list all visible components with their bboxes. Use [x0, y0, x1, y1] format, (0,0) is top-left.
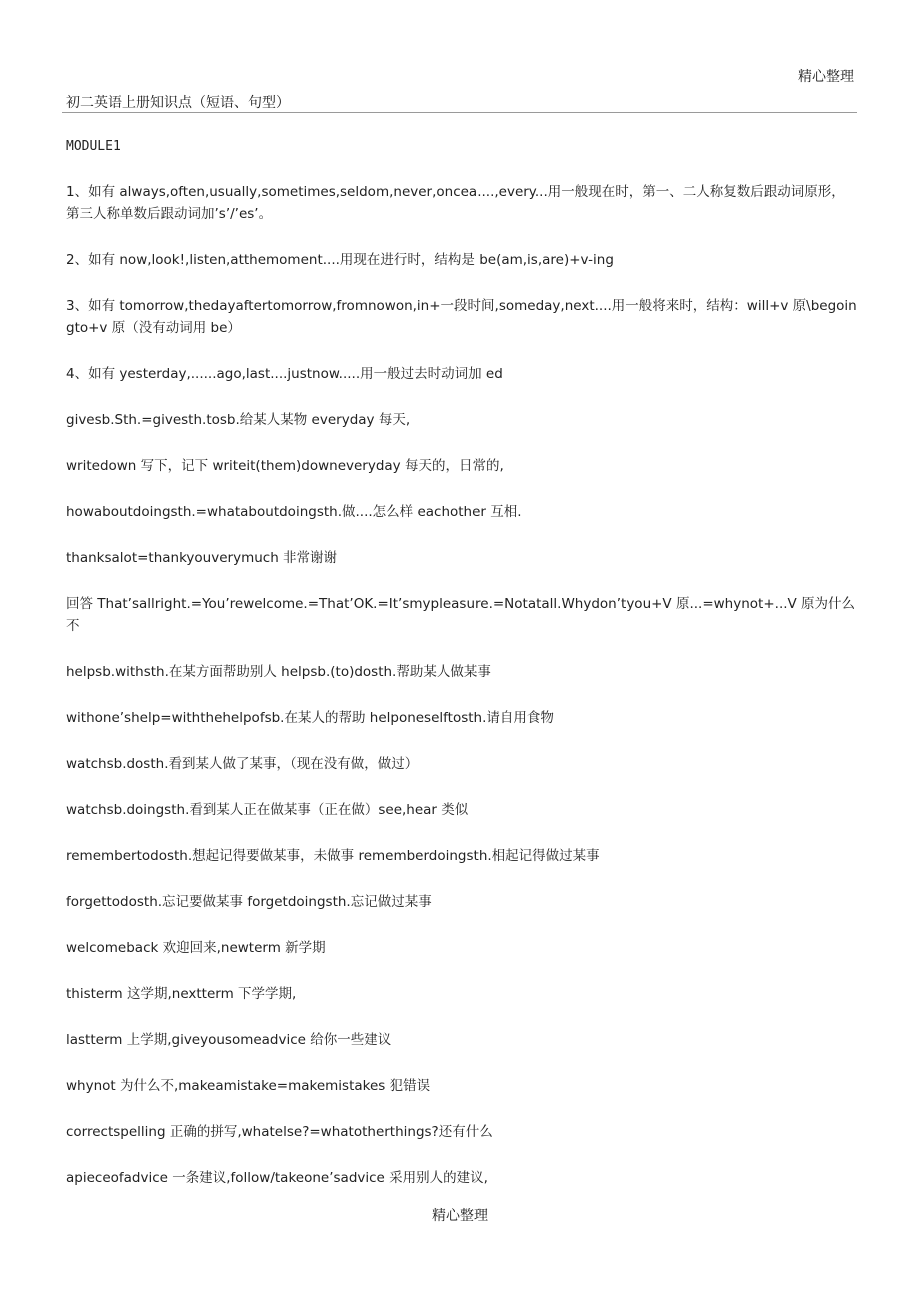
header-label: 精心整理 — [798, 69, 854, 85]
paragraph-3: 3、如有 tomorrow,thedayaftertomorrow,fromnowon,in+一段时间,someday,next....用一般将来时，结构：will+v 原\begoingto+v 原（没有动词用 be） — [66, 298, 857, 336]
phrase-line: writedown 写下，记下 writeit(them)downeveryday 每天的，日常的, — [66, 458, 504, 474]
phrase-line: apieceofadvice 一条建议,follow/takeone’sadvice 采用别人的建议, — [66, 1170, 488, 1186]
module-heading: MODULE1 — [66, 139, 121, 154]
phrase-line: howaboutdoingsth.=whataboutdoingsth.做....怎么样 eachother 互相. — [66, 504, 522, 520]
phrase-line: lastterm 上学期,giveyousomeadvice 给你一些建议 — [66, 1032, 392, 1048]
phrase-line: forgettodosth.忘记要做某事 forgetdoingsth.忘记做过某事 — [66, 894, 432, 910]
document-title: 初二英语上册知识点（短语、句型） — [66, 95, 290, 111]
phrase-line: helpsb.withsth.在某方面帮助别人 helpsb.(to)dosth.帮助某人做某事 — [66, 664, 491, 680]
paragraph-4: 4、如有 yesterday,......ago,last....justnow.....用一般过去时动词加 ed — [66, 366, 503, 382]
paragraph-2: 2、如有 now,look!,listen,atthemoment....用现在进行时，结构是 be(am,is,are)+v-ing — [66, 252, 614, 268]
document-body — [66, 136, 858, 1213]
phrase-line: remembertodosth.想起记得要做某事，未做事 rememberdoingsth.相起记得做过某事 — [66, 848, 600, 864]
paragraph-1: 1、如有 always,often,usually,sometimes,seldom,never,oncea....,every...用一般现在时，第一、二人称复数后跟动词原形，第三人称单数后跟动词加’s’/’es’。 — [66, 184, 845, 222]
phrase-line: correctspelling 正确的拼写,whatelse?=whatotherthings?还有什么 — [66, 1124, 493, 1140]
phrase-line: whynot 为什么不,makeamistake=makemistakes 犯错误 — [66, 1078, 431, 1094]
phrase-line: givesb.Sth.=givesth.tosb.给某人某物 everyday 每天, — [66, 412, 411, 428]
phrase-line: watchsb.doingsth.看到某人正在做某事（正在做）see,hear 类似 — [66, 802, 469, 818]
phrase-line: welcomeback 欢迎回来,newterm 新学期 — [66, 940, 326, 956]
footer-label: 精心整理 — [432, 1208, 488, 1224]
phrase-line: thisterm 这学期,nextterm 下学学期, — [66, 986, 297, 1002]
phrase-line: 回答 That’sallright.=You’rewelcome.=That’OK.=It’smypleasure.=Notatall.Whydon’tyou+V 原...=whynot+...V 原为什么不 — [66, 596, 856, 634]
header-divider — [62, 112, 857, 113]
phrase-line: thanksalot=thankyouverymuch 非常谢谢 — [66, 550, 338, 566]
phrase-line: watchsb.dosth.看到某人做了某事，（现在没有做，做过） — [66, 756, 419, 772]
phrase-line: withone’shelp=withthehelpofsb.在某人的帮助 helponeselftosth.请自用食物 — [66, 710, 554, 726]
